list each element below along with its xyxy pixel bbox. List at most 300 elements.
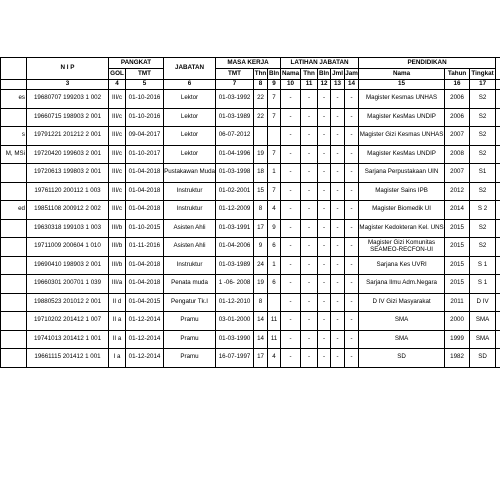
nip-cell: 19690410 198903 2 001 xyxy=(27,256,109,275)
latihan-thn-cell: - xyxy=(301,238,318,257)
pendidikan-nama-cell: SD xyxy=(359,349,445,368)
nama-cell xyxy=(1,219,27,238)
latihan-jml-header: Jml xyxy=(331,69,345,80)
masa-kerja-tmt-cell: 01-04-2006 xyxy=(216,238,254,257)
latihan-thn-cell: - xyxy=(301,164,318,183)
latihan-thn-cell: - xyxy=(301,293,318,312)
pendidikan-nama-header: Nama xyxy=(359,69,445,80)
nip-cell: 19880523 201012 2 001 xyxy=(27,293,109,312)
employee-table xyxy=(0,57,500,368)
gol-cell: I a xyxy=(109,349,126,368)
table-row xyxy=(1,312,500,331)
latihan-nama-cell: - xyxy=(281,127,301,146)
pendidikan-tahun-cell: 2014 xyxy=(445,201,470,220)
employee-data-sheet xyxy=(0,57,500,368)
pendidikan-tingkat-cell: S 1 xyxy=(470,256,496,275)
latihan-jml-cell: - xyxy=(331,127,345,146)
latihan-thn-cell: - xyxy=(301,275,318,294)
masa-kerja-tmt-cell: 01-03-1998 xyxy=(216,164,254,183)
latihan-jam-cell: - xyxy=(345,164,359,183)
latihan-jml-cell: - xyxy=(331,312,345,331)
nama-cell: M, MSi xyxy=(1,145,27,164)
jabatan-cell: Instruktur xyxy=(164,201,216,220)
nama-header xyxy=(1,58,27,80)
masa-kerja-bln-cell: 9 xyxy=(268,219,281,238)
masa-kerja-bln-cell: 4 xyxy=(268,349,281,368)
nip-cell: 19630318 199103 1 003 xyxy=(27,219,109,238)
table-row xyxy=(1,127,500,146)
pendidikan-tingkat-header: Tingkat xyxy=(470,69,496,80)
latihan-thn-cell: - xyxy=(301,182,318,201)
pendidikan-nama-cell: Magister Sains IPB xyxy=(359,182,445,201)
pendidikan-tahun-cell: 2000 xyxy=(445,312,470,331)
masa-kerja-tmt-cell: 01-03-1991 xyxy=(216,219,254,238)
latihan-thn-cell: - xyxy=(301,219,318,238)
latihan-bln-cell: - xyxy=(318,312,331,331)
latihan-jabatan-header: LATIHAN JABATAN xyxy=(281,58,359,69)
gol-cell: III/c xyxy=(109,90,126,109)
masa-kerja-thn-cell: 22 xyxy=(254,108,268,127)
latihan-bln-header: Bln xyxy=(318,69,331,80)
nama-cell xyxy=(1,312,27,331)
column-number: 4 xyxy=(109,80,126,90)
pangkat-tmt-cell: 01-10-2015 xyxy=(126,219,164,238)
pendidikan-nama-cell: Sarjana Kes UVRI xyxy=(359,256,445,275)
masa-kerja-thn-header: Thn xyxy=(254,69,268,80)
column-number: 5 xyxy=(126,80,164,90)
masa-kerja-tmt-cell: 06-07-2012 xyxy=(216,127,254,146)
latihan-nama-cell: - xyxy=(281,349,301,368)
latihan-nama-cell: - xyxy=(281,312,301,331)
pangkat-header: PANGKAT xyxy=(109,58,164,69)
masa-kerja-tmt-cell: 01-03-1989 xyxy=(216,108,254,127)
jabatan-cell: Lektor xyxy=(164,90,216,109)
masa-kerja-tmt-cell: 1 -06- 2008 xyxy=(216,275,254,294)
latihan-jam-cell: - xyxy=(345,145,359,164)
masa-kerja-thn-cell: 19 xyxy=(254,145,268,164)
pendidikan-nama-cell: SMA xyxy=(359,330,445,349)
latihan-nama-cell: - xyxy=(281,330,301,349)
nip-cell: 19720613 199803 2 001 xyxy=(27,164,109,183)
latihan-nama-cell: - xyxy=(281,293,301,312)
gol-cell: III/b xyxy=(109,238,126,257)
latihan-bln-cell: - xyxy=(318,293,331,312)
pendidikan-nama-cell: D IV Gizi Masyarakat xyxy=(359,293,445,312)
pendidikan-tingkat-cell: S2 xyxy=(470,219,496,238)
pangkat-tmt-cell: 01-04-2018 xyxy=(126,164,164,183)
jabatan-cell: Instruktur xyxy=(164,256,216,275)
nama-cell: s xyxy=(1,127,27,146)
masa-kerja-tmt-cell: 03-01-2000 xyxy=(216,312,254,331)
latihan-jml-cell: - xyxy=(331,219,345,238)
latihan-jml-cell: - xyxy=(331,145,345,164)
pangkat-tmt-cell: 01-10-2016 xyxy=(126,90,164,109)
gol-cell: III/c xyxy=(109,108,126,127)
latihan-nama-cell: - xyxy=(281,275,301,294)
masa-kerja-thn-cell: 24 xyxy=(254,256,268,275)
column-number: 13 xyxy=(331,80,345,90)
nama-cell xyxy=(1,330,27,349)
column-number xyxy=(496,80,500,90)
table-row xyxy=(1,293,500,312)
pendidikan-tingkat-cell: SD xyxy=(470,349,496,368)
jabatan-cell: Pengatur Tk.I xyxy=(164,293,216,312)
pangkat-tmt-cell: 01-04-2018 xyxy=(126,201,164,220)
column-number: 10 xyxy=(281,80,301,90)
extra-cell xyxy=(496,182,500,201)
latihan-thn-cell: - xyxy=(301,90,318,109)
column-number: 12 xyxy=(318,80,331,90)
pendidikan-tahun-cell: 2015 xyxy=(445,219,470,238)
latihan-jam-cell: - xyxy=(345,349,359,368)
latihan-bln-cell: - xyxy=(318,90,331,109)
latihan-thn-cell: - xyxy=(301,349,318,368)
pendidikan-tahun-cell: 2006 xyxy=(445,108,470,127)
gol-header: GOL xyxy=(109,69,126,80)
latihan-jml-cell: - xyxy=(331,164,345,183)
table-row xyxy=(1,90,500,109)
latihan-bln-cell: - xyxy=(318,127,331,146)
latihan-bln-cell: - xyxy=(318,108,331,127)
extra-cell xyxy=(496,349,500,368)
extra-cell xyxy=(496,108,500,127)
nama-cell xyxy=(1,293,27,312)
latihan-nama-cell: - xyxy=(281,219,301,238)
extra-cell xyxy=(496,312,500,331)
jabatan-cell: Pramu xyxy=(164,312,216,331)
pendidikan-tingkat-cell: S2 xyxy=(470,182,496,201)
pangkat-tmt-cell: 01-10-2016 xyxy=(126,108,164,127)
gol-cell: III/c xyxy=(109,145,126,164)
table-row xyxy=(1,201,500,220)
pendidikan-nama-cell: Magister Kedokteran Kel. UNS xyxy=(359,219,445,238)
pendidikan-tahun-cell: 2015 xyxy=(445,238,470,257)
latihan-jam-cell: - xyxy=(345,219,359,238)
pendidikan-tingkat-cell: S 1 xyxy=(470,275,496,294)
masa-kerja-thn-cell: 17 xyxy=(254,349,268,368)
column-number: 16 xyxy=(445,80,470,90)
latihan-thn-header: Thn xyxy=(301,69,318,80)
extra-cell xyxy=(496,219,500,238)
masa-kerja-tmt-cell: 01-03-1992 xyxy=(216,90,254,109)
table-body xyxy=(1,90,500,368)
pendidikan-tahun-cell: 2015 xyxy=(445,256,470,275)
masa-kerja-bln-cell: 7 xyxy=(268,90,281,109)
masa-kerja-bln-cell xyxy=(268,293,281,312)
masa-kerja-thn-cell xyxy=(254,127,268,146)
latihan-thn-cell: - xyxy=(301,201,318,220)
masa-kerja-bln-cell: 4 xyxy=(268,201,281,220)
jabatan-cell: Instruktur xyxy=(164,182,216,201)
column-number: 3 xyxy=(27,80,109,90)
column-number: 17 xyxy=(470,80,496,90)
pendidikan-tahun-header: Tahun xyxy=(445,69,470,80)
table-row xyxy=(1,108,500,127)
latihan-jml-cell: - xyxy=(331,108,345,127)
pangkat-tmt-cell: 01-12-2014 xyxy=(126,312,164,331)
latihan-jml-cell: - xyxy=(331,201,345,220)
pendidikan-tingkat-cell: S1 xyxy=(470,164,496,183)
gol-cell: II d xyxy=(109,293,126,312)
nama-cell xyxy=(1,275,27,294)
masa-kerja-thn-cell: 14 xyxy=(254,312,268,331)
nama-cell: es xyxy=(1,90,27,109)
latihan-bln-cell: - xyxy=(318,145,331,164)
jabatan-cell: Pramu xyxy=(164,330,216,349)
pendidikan-nama-cell: Magister Gizi Komunitas SEAMEO-RECFON-UI xyxy=(359,238,445,257)
masa-kerja-bln-cell: 1 xyxy=(268,164,281,183)
pendidikan-tingkat-cell: S 2 xyxy=(470,201,496,220)
pendidikan-tingkat-cell: SMA xyxy=(470,312,496,331)
latihan-bln-cell: - xyxy=(318,201,331,220)
masa-kerja-bln-cell: 11 xyxy=(268,312,281,331)
pendidikan-tingkat-cell: S2 xyxy=(470,238,496,257)
latihan-nama-cell: - xyxy=(281,145,301,164)
pangkat-tmt-cell: 01-11-2016 xyxy=(126,238,164,257)
nama-cell: ed xyxy=(1,201,27,220)
nama-cell xyxy=(1,108,27,127)
extra-cell xyxy=(496,238,500,257)
pangkat-tmt-cell: 01-10-2017 xyxy=(126,145,164,164)
pendidikan-nama-cell: Sarjana Ilmu Adm.Negara xyxy=(359,275,445,294)
latihan-jam-cell: - xyxy=(345,238,359,257)
nama-cell xyxy=(1,238,27,257)
latihan-jam-cell: - xyxy=(345,293,359,312)
masa-kerja-bln-cell: 6 xyxy=(268,275,281,294)
gol-cell: II a xyxy=(109,330,126,349)
jabatan-header: JABATAN xyxy=(164,58,216,80)
pangkat-tmt-cell: 01-04-2018 xyxy=(126,256,164,275)
latihan-jml-cell: - xyxy=(331,330,345,349)
latihan-thn-cell: - xyxy=(301,330,318,349)
pangkat-tmt-cell: 01-12-2014 xyxy=(126,349,164,368)
masa-kerja-thn-cell: 9 xyxy=(254,238,268,257)
latihan-nama-cell: - xyxy=(281,90,301,109)
nip-cell: 19660715 198903 2 001 xyxy=(27,108,109,127)
masa-kerja-bln-cell: 7 xyxy=(268,145,281,164)
masa-kerja-tmt-cell: 01-03-1989 xyxy=(216,256,254,275)
table-row xyxy=(1,275,500,294)
nip-cell: 19720420 199603 2 001 xyxy=(27,145,109,164)
latihan-bln-cell: - xyxy=(318,164,331,183)
masa-kerja-bln-header: Bln xyxy=(268,69,281,80)
pendidikan-nama-cell: Magister KesMas UNDIP xyxy=(359,108,445,127)
pendidikan-tahun-cell: 2012 xyxy=(445,182,470,201)
latihan-thn-cell: - xyxy=(301,145,318,164)
pendidikan-tahun-cell: 2006 xyxy=(445,90,470,109)
latihan-jml-cell: - xyxy=(331,238,345,257)
gol-cell: III/a xyxy=(109,275,126,294)
nama-cell xyxy=(1,182,27,201)
nip-cell: 19660301 200701 1 039 xyxy=(27,275,109,294)
pendidikan-tingkat-cell: SMA xyxy=(470,330,496,349)
pendidikan-header: PENDIDIKAN xyxy=(359,58,496,69)
pendidikan-nama-cell: Sarjana Perpustakaan UIN xyxy=(359,164,445,183)
pendidikan-tingkat-cell: S2 xyxy=(470,145,496,164)
latihan-bln-cell: - xyxy=(318,219,331,238)
masa-kerja-tmt-cell: 01-03-1990 xyxy=(216,330,254,349)
pendidikan-tahun-cell: 2007 xyxy=(445,164,470,183)
pangkat-tmt-cell: 01-12-2014 xyxy=(126,330,164,349)
pendidikan-tahun-cell: 1982 xyxy=(445,349,470,368)
pendidikan-nama-cell: Magister Biomedik UI xyxy=(359,201,445,220)
pangkat-tmt-cell: 01-04-2015 xyxy=(126,293,164,312)
masa-kerja-header: MASA KERJA xyxy=(216,58,281,69)
nip-header: N I P xyxy=(27,58,109,80)
pendidikan-tingkat-cell: S2 xyxy=(470,127,496,146)
jabatan-cell: Lektor xyxy=(164,145,216,164)
nip-cell: 19791221 201212 2 001 xyxy=(27,127,109,146)
gol-cell: III/c xyxy=(109,201,126,220)
latihan-nama-cell: - xyxy=(281,164,301,183)
jabatan-cell: Pramu xyxy=(164,349,216,368)
table-row xyxy=(1,349,500,368)
pendidikan-tingkat-cell: S2 xyxy=(470,108,496,127)
latihan-jml-cell: - xyxy=(331,182,345,201)
masa-kerja-tmt-cell: 01-12-2010 xyxy=(216,293,254,312)
pendidikan-tahun-cell: 1999 xyxy=(445,330,470,349)
column-number: 15 xyxy=(359,80,445,90)
masa-kerja-bln-cell: 7 xyxy=(268,182,281,201)
masa-kerja-thn-cell: 22 xyxy=(254,90,268,109)
masa-kerja-thn-cell: 17 xyxy=(254,219,268,238)
latihan-bln-cell: - xyxy=(318,330,331,349)
latihan-bln-cell: - xyxy=(318,238,331,257)
pendidikan-tahun-cell: 2008 xyxy=(445,145,470,164)
table-row xyxy=(1,219,500,238)
latihan-jml-cell: - xyxy=(331,349,345,368)
masa-kerja-tmt-header: TMT xyxy=(216,69,254,80)
pendidikan-tingkat-cell: S2 xyxy=(470,90,496,109)
pendidikan-tahun-cell: 2015 xyxy=(445,275,470,294)
latihan-jam-cell: - xyxy=(345,275,359,294)
pendidikan-nama-cell: SMA xyxy=(359,312,445,331)
gol-cell: II a xyxy=(109,312,126,331)
masa-kerja-thn-cell: 19 xyxy=(254,275,268,294)
latihan-jml-cell: - xyxy=(331,256,345,275)
latihan-jam-cell: - xyxy=(345,108,359,127)
latihan-jml-cell: - xyxy=(331,293,345,312)
latihan-jam-cell: - xyxy=(345,90,359,109)
pendidikan-tahun-cell: 2011 xyxy=(445,293,470,312)
latihan-jml-cell: - xyxy=(331,90,345,109)
masa-kerja-bln-cell: 11 xyxy=(268,330,281,349)
column-number: 9 xyxy=(268,80,281,90)
masa-kerja-thn-cell: 15 xyxy=(254,182,268,201)
extra-cell xyxy=(496,256,500,275)
nama-cell xyxy=(1,349,27,368)
latihan-thn-cell: - xyxy=(301,312,318,331)
latihan-bln-cell: - xyxy=(318,349,331,368)
masa-kerja-tmt-cell: 01-02-2001 xyxy=(216,182,254,201)
table-row xyxy=(1,238,500,257)
jabatan-cell: Asisten Ahli xyxy=(164,238,216,257)
column-number: 6 xyxy=(164,80,216,90)
column-number: 14 xyxy=(345,80,359,90)
latihan-nama-cell: - xyxy=(281,182,301,201)
nip-cell: 19851108 200912 2 002 xyxy=(27,201,109,220)
masa-kerja-thn-cell: 18 xyxy=(254,164,268,183)
latihan-jam-cell: - xyxy=(345,127,359,146)
jabatan-cell: Lektor xyxy=(164,127,216,146)
pangkat-tmt-cell: 01-04-2018 xyxy=(126,275,164,294)
latihan-bln-cell: - xyxy=(318,256,331,275)
latihan-thn-cell: - xyxy=(301,127,318,146)
jabatan-cell: Asisten Ahli xyxy=(164,219,216,238)
extra-header xyxy=(496,58,500,80)
latihan-thn-cell: - xyxy=(301,108,318,127)
nip-cell: 19711009 200604 1 010 xyxy=(27,238,109,257)
nip-cell: 19761120 200112 1 003 xyxy=(27,182,109,201)
extra-cell xyxy=(496,127,500,146)
extra-cell xyxy=(496,90,500,109)
masa-kerja-bln-cell: 1 xyxy=(268,256,281,275)
gol-cell: III/b xyxy=(109,219,126,238)
gol-cell: III/c xyxy=(109,127,126,146)
latihan-jam-cell: - xyxy=(345,201,359,220)
table-row xyxy=(1,330,500,349)
latihan-jam-cell: - xyxy=(345,182,359,201)
extra-cell xyxy=(496,201,500,220)
extra-cell xyxy=(496,330,500,349)
table-row xyxy=(1,145,500,164)
nama-cell xyxy=(1,256,27,275)
table-row xyxy=(1,164,500,183)
latihan-jam-header: Jam xyxy=(345,69,359,80)
latihan-bln-cell: - xyxy=(318,182,331,201)
jabatan-cell: Pustakawan Muda xyxy=(164,164,216,183)
masa-kerja-thn-cell: 8 xyxy=(254,293,268,312)
pendidikan-tingkat-cell: D IV xyxy=(470,293,496,312)
column-number: 8 xyxy=(254,80,268,90)
extra-cell xyxy=(496,275,500,294)
extra-cell xyxy=(496,293,500,312)
column-number: 7 xyxy=(216,80,254,90)
nip-cell: 19741013 201412 1 001 xyxy=(27,330,109,349)
pendidikan-nama-cell: Magister Kesmas UNHAS xyxy=(359,90,445,109)
latihan-nama-cell: - xyxy=(281,108,301,127)
nama-cell xyxy=(1,164,27,183)
latihan-bln-cell: - xyxy=(318,275,331,294)
pendidikan-nama-cell: Magister Gizi Kesmas UNHAS xyxy=(359,127,445,146)
masa-kerja-bln-cell: 6 xyxy=(268,238,281,257)
pangkat-tmt-cell: 09-04-2017 xyxy=(126,127,164,146)
jabatan-cell: Lektor xyxy=(164,108,216,127)
table-row xyxy=(1,256,500,275)
masa-kerja-thn-cell: 8 xyxy=(254,201,268,220)
gol-cell: III/c xyxy=(109,164,126,183)
extra-cell xyxy=(496,164,500,183)
latihan-nama-header: Nama xyxy=(281,69,301,80)
latihan-jam-cell: - xyxy=(345,330,359,349)
pendidikan-tahun-cell: 2007 xyxy=(445,127,470,146)
pangkat-tmt-header: TMT xyxy=(126,69,164,80)
extra-cell xyxy=(496,145,500,164)
masa-kerja-bln-cell: 7 xyxy=(268,108,281,127)
masa-kerja-tmt-cell: 01-12-2009 xyxy=(216,201,254,220)
latihan-nama-cell: - xyxy=(281,256,301,275)
latihan-thn-cell: - xyxy=(301,256,318,275)
column-number: 11 xyxy=(301,80,318,90)
latihan-nama-cell: - xyxy=(281,201,301,220)
gol-cell: III/b xyxy=(109,256,126,275)
column-number xyxy=(1,80,27,90)
nip-cell: 19680707 199203 1 002 xyxy=(27,90,109,109)
latihan-nama-cell: - xyxy=(281,238,301,257)
masa-kerja-tmt-cell: 16-07-1997 xyxy=(216,349,254,368)
pangkat-tmt-cell: 01-04-2018 xyxy=(126,182,164,201)
gol-cell: III/c xyxy=(109,182,126,201)
